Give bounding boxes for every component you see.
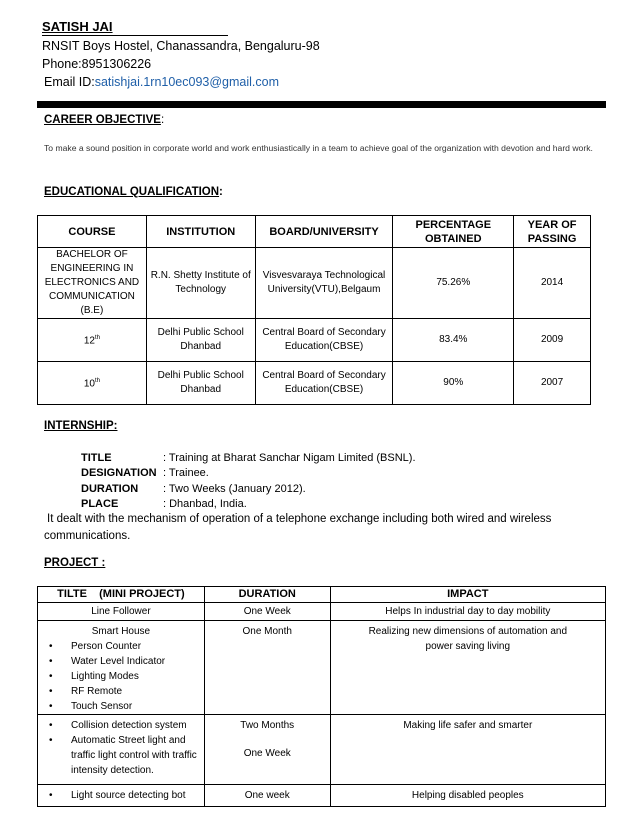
header-divider: [37, 101, 606, 108]
col-course: COURSE: [38, 216, 147, 248]
address: RNSIT Boys Hostel, Chanassandra, Bengaluru-98: [42, 39, 320, 53]
career-objective-text: To make a sound position in corporate world and work enthusiastically in a team to achieve goal of the organization with devotion and hard work.: [44, 143, 593, 153]
internship-description: It dealt with the mechanism of operation of a telephone exchange including both wired and wireless communications.: [44, 513, 552, 542]
project-impact-cell: Realizing new dimensions of automation and power saving living: [330, 621, 605, 715]
internship-title-row: [81, 450, 416, 466]
col-duration: DURATION: [204, 587, 330, 603]
project-duration-cell: Two Months One Week: [204, 715, 330, 785]
feature-list: [41, 718, 201, 778]
internship-value: : Dhanbad, India.: [163, 498, 247, 510]
table-row: [38, 603, 606, 621]
list-item: • Water Level Indicator: [41, 654, 201, 669]
internship-key: PLACE: [81, 498, 119, 510]
table-row: [38, 715, 606, 785]
project-duration-cell: One week: [204, 785, 330, 807]
project-impact-cell: Helping disabled peoples: [330, 785, 605, 807]
list-item: • Lighting Modes: [41, 669, 201, 684]
career-colon: :: [160, 114, 165, 126]
education-colon: :: [219, 186, 223, 198]
education-table: [37, 215, 591, 405]
year-cell: 2014: [514, 248, 591, 319]
internship-value: : Two Weeks (January 2012).: [163, 483, 306, 495]
year-cell: 2007: [514, 362, 591, 405]
email-link[interactable]: satishjai.1rn10ec093@gmail.com: [94, 75, 280, 89]
col-impact: IMPACT: [330, 587, 605, 603]
course-cell: BACHELOR OF ENGINEERING IN ELECTRONICS AND COMMUNICATION (B.E): [38, 248, 147, 319]
project-impact-cell: Helps In industrial day to day mobility: [330, 603, 605, 621]
internship-value: : Trainee.: [163, 467, 209, 479]
project-header-row: [38, 587, 606, 603]
project-duration-cell: One Month: [204, 621, 330, 715]
phone: Phone:8951306226: [42, 57, 152, 71]
internship-value: : Training at Bharat Sanchar Nigam Limited (BSNL).: [163, 452, 416, 464]
internship-duration-row: [81, 481, 306, 497]
col-percentage: PERCENTAGE OBTAINED: [393, 216, 514, 248]
list-item: • Collision detection system: [41, 718, 201, 733]
internship-place-row: [81, 496, 247, 512]
internship-key: TITLE: [81, 452, 112, 464]
list-item: • Person Counter: [41, 639, 201, 654]
education-heading: EDUCATIONAL QUALIFICATION: [44, 186, 220, 198]
career-heading: CAREER OBJECTIVE: [44, 114, 161, 126]
course-cell: 10th: [38, 362, 147, 405]
email-line: [44, 73, 279, 91]
internship-heading: INTERNSHIP:: [44, 420, 118, 432]
project-impact-cell: Making life safer and smarter: [330, 715, 605, 785]
table-row: [38, 319, 591, 362]
project-duration-cell: One Week: [204, 603, 330, 621]
list-item: • RF Remote: [41, 684, 201, 699]
percentage-cell: 75.26%: [393, 248, 514, 319]
table-row: [38, 621, 606, 715]
list-item: • Light source detecting bot: [41, 788, 201, 803]
internship-key: DURATION: [81, 483, 139, 495]
list-item: • Touch Sensor: [41, 699, 201, 714]
institution-cell: R.N. Shetty Institute of Technology: [146, 248, 255, 319]
internship-key: DESIGNATION: [81, 467, 157, 479]
course-cell: 12th: [38, 319, 147, 362]
board-cell: Central Board of Secondary Education(CBSE): [255, 319, 393, 362]
list-item: • Automatic Street light and traffic light control with traffic intensity detection.: [41, 733, 201, 778]
project-title-cell: [38, 785, 205, 807]
col-title: TILTE (MINI PROJECT): [38, 587, 205, 603]
project-title-cell: [38, 621, 205, 715]
feature-list: [41, 788, 201, 803]
percentage-cell: 83.4%: [393, 319, 514, 362]
project-table: [37, 586, 606, 807]
col-institution: INSTITUTION: [146, 216, 255, 248]
col-year: YEAR OF PASSING: [514, 216, 591, 248]
table-row: [38, 248, 591, 319]
project-title-cell: Line Follower: [38, 603, 205, 621]
project-title-cell: [38, 715, 205, 785]
career-heading-line: [44, 114, 164, 126]
project-heading: PROJECT :: [44, 557, 106, 569]
institution-cell: Delhi Public School Dhanbad: [146, 319, 255, 362]
email-label: Email ID:: [44, 75, 95, 89]
project-title: Smart House: [91, 626, 151, 637]
table-row: [38, 362, 591, 405]
feature-list: [41, 639, 201, 714]
board-cell: Central Board of Secondary Education(CBSE): [255, 362, 393, 405]
percentage-cell: 90%: [393, 362, 514, 405]
table-row: [38, 785, 606, 807]
internship-designation-row: [81, 465, 209, 481]
year-cell: 2009: [514, 319, 591, 362]
education-heading-line: [44, 186, 223, 198]
col-board: BOARD/UNIVERSITY: [255, 216, 393, 248]
institution-cell: Delhi Public School Dhanbad: [146, 362, 255, 405]
candidate-name: SATISH JAI: [42, 19, 113, 34]
education-header-row: [38, 216, 591, 248]
board-cell: Visvesvaraya Technological University(VTU),Belgaum: [255, 248, 393, 319]
